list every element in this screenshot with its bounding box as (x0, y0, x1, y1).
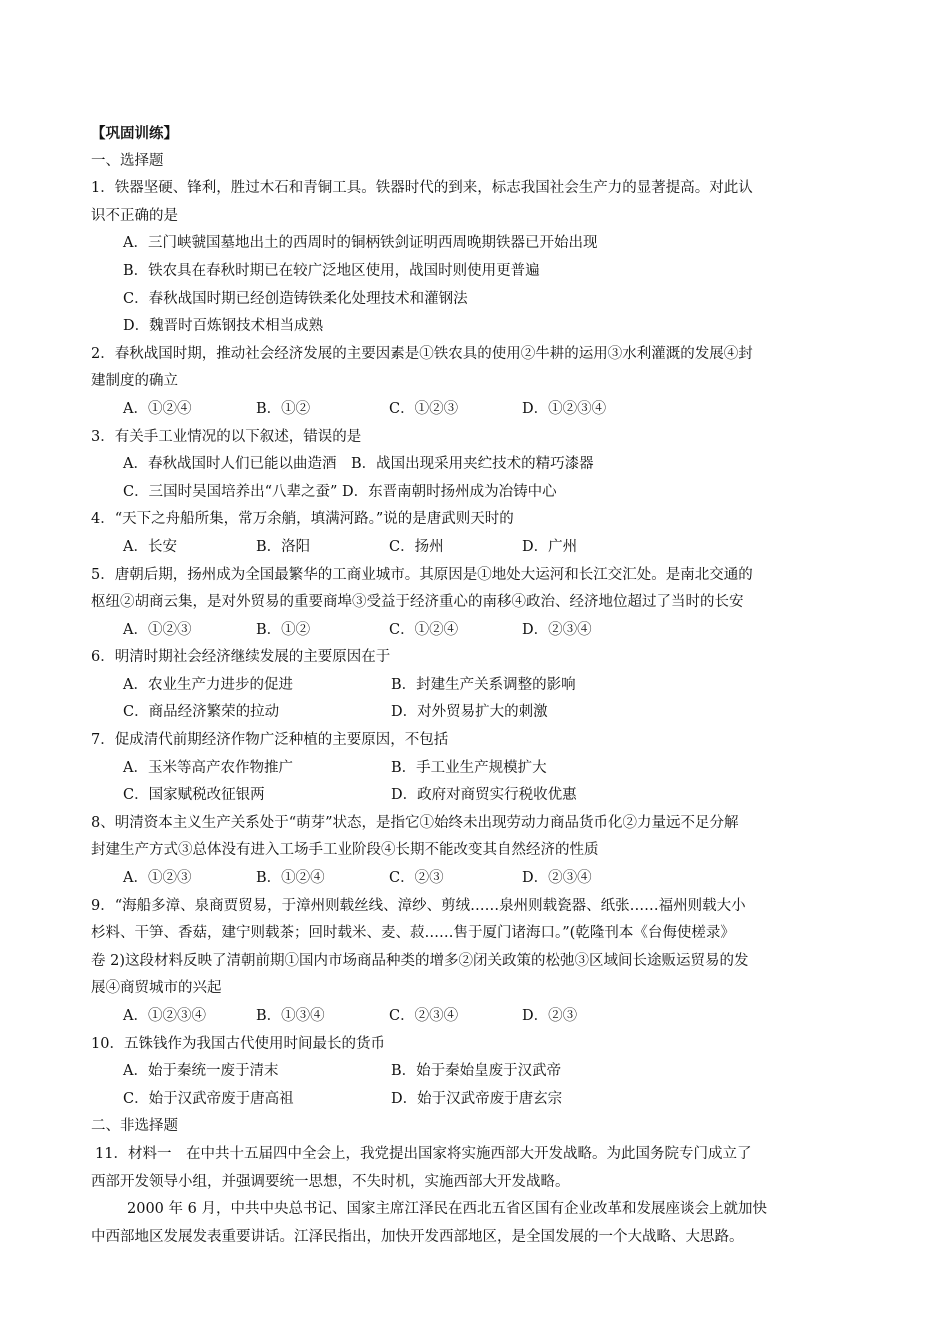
question-9-stem-line4: 展④商贸城市的兴起 (91, 980, 222, 997)
question-6-option-c: C．商品经济繁荣的拉动 (123, 704, 280, 721)
question-1-option-b: B．铁农具在春秋时期已在较广泛地区使用，战国时则使用更普遍 (123, 262, 540, 279)
question-2-stem-cont: 建制度的确立 (91, 373, 178, 390)
question-9-stem: 9．“海船多漳、泉商贾贸易，于漳州则载丝线、漳纱、剪绒……泉州则载瓷器、纸张……福州则载大小 (91, 897, 746, 914)
question-9-option-a: A．①②③④ (123, 1008, 206, 1024)
question-9-stem-line2: 杉料、干笋、香菇，建宁则载茶；回时载米、麦、菽……售于厦门诸海口。”(乾隆刊本《台侮使槎录》 (91, 925, 735, 942)
question-9-options (91, 1003, 861, 1031)
question-10-option-a: A．始于秦统一废于清末 (123, 1063, 279, 1080)
question-3-options-cd: C．三国时吴国培养出“八辈之蚕” D．东晋南朝时扬州成为冶铸中心 (123, 483, 557, 500)
question-4-stem: 4．“天下之舟船所集，常万余艄，填满河路。”说的是唐武则天时的 (91, 511, 514, 528)
question-11-paragraph-two-cont: 中西部地区发展发表重要讲话。江泽民指出，加快开发西部地区，是全国发展的一个大战略、大思路。 (91, 1228, 744, 1245)
question-10-options-cd (91, 1086, 861, 1114)
part-two-heading: 二、非选择题 (91, 1118, 178, 1135)
question-2-option-d: D．①②③④ (522, 400, 607, 417)
question-3-options-ab: A．春秋战国时人们已能以曲造酒 B．战国出现采用夹纻技术的精巧漆器 (123, 456, 594, 473)
question-4-option-a: A．长安 (123, 538, 177, 555)
question-2-stem: 2．春秋战国时期，推动社会经济发展的主要因素是①铁农具的使用②牛耕的运用③水利灌溉的发展④封 (91, 345, 753, 362)
question-9-option-d: D．②③ (522, 1008, 578, 1024)
question-5-options (91, 617, 861, 645)
part-one-heading: 一、选择题 (91, 152, 164, 169)
question-9-option-b: B．①③④ (256, 1008, 325, 1024)
question-6-option-a: A．农业生产力进步的促进 (123, 676, 293, 693)
question-4-option-d: D．广州 (522, 538, 578, 555)
question-10-stem: 10．五铢钱作为我国古代使用时间最长的货币 (91, 1035, 385, 1052)
question-9-stem-line3: 卷 2)这段材料反映了清朝前期①国内市场商品种类的增多②闭关政策的松弛③区域间长途贩运贸易的发 (91, 952, 749, 969)
question-2-option-c: C．①②③ (389, 400, 459, 417)
question-7-stem: 7．促成清代前期经济作物广泛种植的主要原因，不包括 (91, 732, 449, 749)
question-6-option-d: D．对外贸易扩大的刺激 (391, 704, 548, 721)
question-7-option-b: B．手工业生产规模扩大 (391, 759, 547, 776)
question-6-options-ab (91, 672, 861, 700)
question-7-options-cd (91, 782, 861, 810)
question-6-stem: 6．明清时期社会经济继续发展的主要原因在于 (91, 649, 391, 666)
question-5-stem: 5．唐朝后期，扬州成为全国最繁华的工商业城市。其原因是①地处大运河和长江交汇处。是南北交通的 (91, 566, 753, 583)
question-8-stem-cont: 封建生产方式③总体没有进入工场手工业阶段④长期不能改变其自然经济的性质 (91, 842, 599, 859)
question-10-options-ab (91, 1058, 861, 1086)
question-4-options (91, 534, 861, 562)
question-1-option-a: A．三门峡虢国墓地出土的西周时的铜柄铁剑证明西周晚期铁器已开始出现 (123, 235, 598, 252)
document-page (91, 120, 861, 1251)
section-title: 【巩固训练】 (91, 125, 178, 142)
question-10-option-b: B．始于秦始皇废于汉武帝 (391, 1063, 562, 1080)
question-8-options (91, 865, 861, 893)
question-7-option-c: C．国家赋税改征银两 (123, 787, 265, 804)
question-1-stem-cont: 识不正确的是 (91, 207, 178, 224)
question-8-option-a: A．①②③ (123, 870, 192, 887)
question-5-option-d: D．②③④ (522, 621, 592, 638)
question-2-options (91, 396, 861, 424)
question-5-option-a: A．①②③ (123, 621, 192, 638)
question-5-stem-cont: 枢纽②胡商云集，是对外贸易的重要商埠③受益于经济重心的南移④政治、经济地位超过了当时的长安 (91, 594, 744, 611)
question-2-option-a: A．①②④ (123, 400, 192, 417)
question-9-option-c: C．②③④ (389, 1008, 459, 1024)
question-10-option-d: D．始于汉武帝废于唐玄宗 (391, 1090, 563, 1107)
question-8-option-d: D．②③④ (522, 870, 592, 887)
question-7-options-ab (91, 755, 861, 783)
question-6-options-cd (91, 699, 861, 727)
question-5-option-b: B．①② (256, 621, 311, 638)
question-11-paragraph-two: 2000 年 6 月，中共中央总书记、国家主席江泽民在西北五省区国有企业改革和发展座谈会上就加快 (127, 1201, 767, 1218)
question-4-option-b: B．洛阳 (256, 538, 311, 555)
question-11-material-one: 11．材料一 在中共十五届四中全会上，我党提出国家将实施西部大开发战略。为此国务院专门成立了 (95, 1145, 752, 1162)
question-1-stem: 1．铁器坚硬、锋利，胜过木石和青铜工具。铁器时代的到来，标志我国社会生产力的显著提高。对此认 (91, 180, 753, 197)
question-2-option-b: B．①② (256, 400, 311, 417)
question-6-option-b: B．封建生产关系调整的影响 (391, 676, 576, 693)
question-11-material-one-cont: 西部开发领导小组，并强调要统一思想，不失时机，实施西部大开发战略。 (91, 1173, 570, 1190)
question-7-option-d: D．政府对商贸实行税收优惠 (391, 787, 577, 804)
question-3-stem: 3．有关手工业情况的以下叙述，错误的是 (91, 428, 362, 445)
question-7-option-a: A．玉米等高产农作物推广 (123, 759, 293, 776)
question-10-option-c: C．始于汉武帝废于唐高祖 (123, 1090, 294, 1107)
question-5-option-c: C．①②④ (389, 621, 459, 638)
question-1-option-d: D．魏晋时百炼钢技术相当成熟 (123, 318, 324, 335)
question-4-option-c: C．扬州 (389, 538, 444, 555)
question-1-option-c: C．春秋战国时期已经创造铸铁柔化处理技术和灌钢法 (123, 290, 468, 307)
question-8-option-c: C．②③ (389, 870, 444, 887)
question-8-option-b: B．①②④ (256, 870, 325, 887)
question-8-stem: 8、明清资本主义生产关系处于“萌芽”状态，是指它①始终未出现劳动力商品货币化②力量远不足分解 (91, 814, 739, 831)
